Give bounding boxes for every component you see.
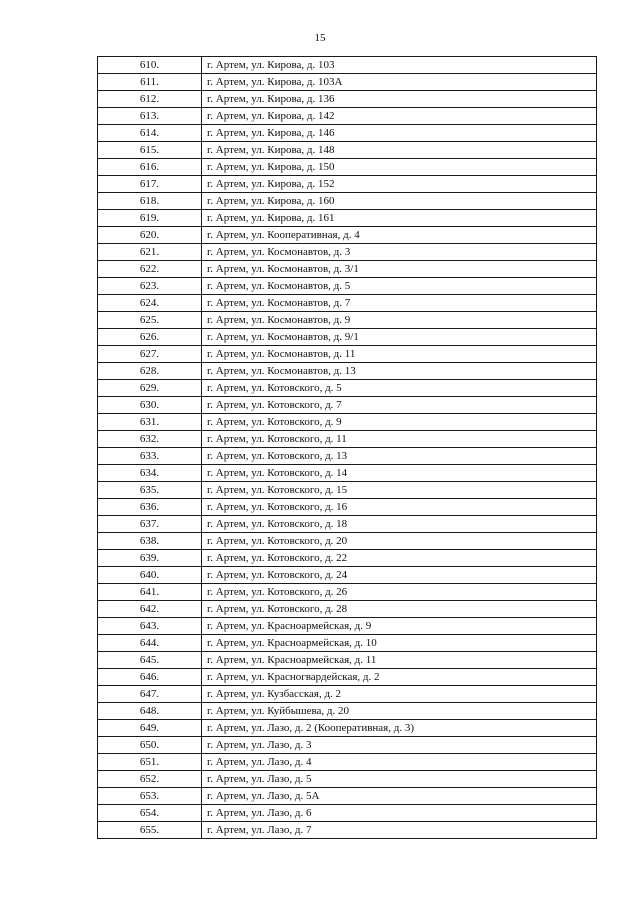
address-cell: г. Артем, ул. Космонавтов, д. 3 [202, 244, 597, 261]
row-number-cell: 639. [98, 550, 202, 567]
address-cell: г. Артем, ул. Лазо, д. 4 [202, 754, 597, 771]
row-number-cell: 646. [98, 669, 202, 686]
address-cell: г. Артем, ул. Красногвардейская, д. 2 [202, 669, 597, 686]
row-number-cell: 611. [98, 74, 202, 91]
address-cell: г. Артем, ул. Кирова, д. 152 [202, 176, 597, 193]
row-number-cell: 642. [98, 601, 202, 618]
address-cell: г. Артем, ул. Котовского, д. 5 [202, 380, 597, 397]
address-table-body [98, 57, 597, 839]
row-number-cell: 621. [98, 244, 202, 261]
row-number-cell: 649. [98, 720, 202, 737]
address-cell: г. Артем, ул. Кирова, д. 103 [202, 57, 597, 74]
address-cell: г. Артем, ул. Лазо, д. 6 [202, 805, 597, 822]
row-number-cell: 612. [98, 91, 202, 108]
table-row [98, 414, 597, 431]
table-row [98, 686, 597, 703]
row-number-cell: 644. [98, 635, 202, 652]
address-cell: г. Артем, ул. Космонавтов, д. 5 [202, 278, 597, 295]
row-number-cell: 640. [98, 567, 202, 584]
table-row [98, 788, 597, 805]
row-number-cell: 654. [98, 805, 202, 822]
table-row [98, 329, 597, 346]
row-number-cell: 635. [98, 482, 202, 499]
table-row [98, 193, 597, 210]
row-number-cell: 645. [98, 652, 202, 669]
table-row [98, 567, 597, 584]
address-cell: г. Артем, ул. Котовского, д. 24 [202, 567, 597, 584]
row-number-cell: 648. [98, 703, 202, 720]
table-row [98, 108, 597, 125]
table-row [98, 142, 597, 159]
table-row [98, 499, 597, 516]
table-row [98, 550, 597, 567]
address-cell: г. Артем, ул. Лазо, д. 5 [202, 771, 597, 788]
table-row [98, 754, 597, 771]
address-cell: г. Артем, ул. Лазо, д. 2 (Кооперативная, д. 3) [202, 720, 597, 737]
row-number-cell: 650. [98, 737, 202, 754]
table-row [98, 584, 597, 601]
table-row [98, 822, 597, 839]
row-number-cell: 651. [98, 754, 202, 771]
address-cell: г. Артем, ул. Котовского, д. 15 [202, 482, 597, 499]
table-row [98, 431, 597, 448]
address-cell: г. Артем, ул. Кирова, д. 142 [202, 108, 597, 125]
row-number-cell: 631. [98, 414, 202, 431]
address-cell: г. Артем, ул. Котовского, д. 7 [202, 397, 597, 414]
address-cell: г. Артем, ул. Кирова, д. 161 [202, 210, 597, 227]
address-cell: г. Артем, ул. Лазо, д. 5А [202, 788, 597, 805]
table-row [98, 125, 597, 142]
table-row [98, 261, 597, 278]
row-number-cell: 613. [98, 108, 202, 125]
address-cell: г. Артем, ул. Кирова, д. 146 [202, 125, 597, 142]
address-cell: г. Артем, ул. Космонавтов, д. 9 [202, 312, 597, 329]
row-number-cell: 623. [98, 278, 202, 295]
row-number-cell: 629. [98, 380, 202, 397]
row-number-cell: 647. [98, 686, 202, 703]
table-row [98, 516, 597, 533]
table-row [98, 57, 597, 74]
address-cell: г. Артем, ул. Котовского, д. 28 [202, 601, 597, 618]
table-row [98, 74, 597, 91]
row-number-cell: 619. [98, 210, 202, 227]
table-row [98, 635, 597, 652]
address-cell: г. Артем, ул. Кузбасская, д. 2 [202, 686, 597, 703]
row-number-cell: 616. [98, 159, 202, 176]
table-row [98, 397, 597, 414]
row-number-cell: 633. [98, 448, 202, 465]
table-row [98, 244, 597, 261]
row-number-cell: 615. [98, 142, 202, 159]
table-row [98, 159, 597, 176]
address-cell: г. Артем, ул. Котовского, д. 20 [202, 533, 597, 550]
address-cell: г. Артем, ул. Кирова, д. 160 [202, 193, 597, 210]
address-cell: г. Артем, ул. Красноармейская, д. 11 [202, 652, 597, 669]
row-number-cell: 637. [98, 516, 202, 533]
address-cell: г. Артем, ул. Кирова, д. 103А [202, 74, 597, 91]
row-number-cell: 627. [98, 346, 202, 363]
row-number-cell: 641. [98, 584, 202, 601]
table-row [98, 278, 597, 295]
row-number-cell: 625. [98, 312, 202, 329]
table-row [98, 363, 597, 380]
address-cell: г. Артем, ул. Космонавтов, д. 9/1 [202, 329, 597, 346]
table-row [98, 482, 597, 499]
address-cell: г. Артем, ул. Космонавтов, д. 7 [202, 295, 597, 312]
row-number-cell: 643. [98, 618, 202, 635]
address-cell: г. Артем, ул. Котовского, д. 22 [202, 550, 597, 567]
table-row [98, 227, 597, 244]
table-row [98, 805, 597, 822]
table-row [98, 91, 597, 108]
row-number-cell: 655. [98, 822, 202, 839]
table-row [98, 601, 597, 618]
address-cell: г. Артем, ул. Кооперативная, д. 4 [202, 227, 597, 244]
table-row [98, 771, 597, 788]
row-number-cell: 652. [98, 771, 202, 788]
address-cell: г. Артем, ул. Котовского, д. 13 [202, 448, 597, 465]
row-number-cell: 630. [98, 397, 202, 414]
address-cell: г. Артем, ул. Куйбышева, д. 20 [202, 703, 597, 720]
address-cell: г. Артем, ул. Космонавтов, д. 13 [202, 363, 597, 380]
row-number-cell: 618. [98, 193, 202, 210]
row-number-cell: 614. [98, 125, 202, 142]
address-cell: г. Артем, ул. Лазо, д. 3 [202, 737, 597, 754]
table-row [98, 312, 597, 329]
row-number-cell: 653. [98, 788, 202, 805]
address-cell: г. Артем, ул. Лазо, д. 7 [202, 822, 597, 839]
table-row [98, 652, 597, 669]
table-row [98, 346, 597, 363]
table-row [98, 669, 597, 686]
table-row [98, 618, 597, 635]
address-cell: г. Артем, ул. Котовского, д. 9 [202, 414, 597, 431]
row-number-cell: 638. [98, 533, 202, 550]
address-cell: г. Артем, ул. Котовского, д. 26 [202, 584, 597, 601]
table-row [98, 210, 597, 227]
address-cell: г. Артем, ул. Кирова, д. 150 [202, 159, 597, 176]
address-cell: г. Артем, ул. Котовского, д. 18 [202, 516, 597, 533]
address-cell: г. Артем, ул. Котовского, д. 16 [202, 499, 597, 516]
row-number-cell: 622. [98, 261, 202, 278]
row-number-cell: 620. [98, 227, 202, 244]
address-table [97, 56, 597, 839]
address-cell: г. Артем, ул. Космонавтов, д. 3/1 [202, 261, 597, 278]
page-number: 15 [314, 32, 326, 44]
row-number-cell: 634. [98, 465, 202, 482]
table-row [98, 533, 597, 550]
table-row [98, 737, 597, 754]
table-row [98, 703, 597, 720]
row-number-cell: 636. [98, 499, 202, 516]
address-cell: г. Артем, ул. Кирова, д. 136 [202, 91, 597, 108]
address-cell: г. Артем, ул. Красноармейская, д. 9 [202, 618, 597, 635]
address-cell: г. Артем, ул. Космонавтов, д. 11 [202, 346, 597, 363]
row-number-cell: 628. [98, 363, 202, 380]
row-number-cell: 610. [98, 57, 202, 74]
row-number-cell: 617. [98, 176, 202, 193]
address-cell: г. Артем, ул. Кирова, д. 148 [202, 142, 597, 159]
table-row [98, 380, 597, 397]
table-row [98, 295, 597, 312]
row-number-cell: 632. [98, 431, 202, 448]
table-row [98, 720, 597, 737]
row-number-cell: 624. [98, 295, 202, 312]
address-cell: г. Артем, ул. Котовского, д. 11 [202, 431, 597, 448]
table-row [98, 448, 597, 465]
row-number-cell: 626. [98, 329, 202, 346]
table-row [98, 465, 597, 482]
table-row [98, 176, 597, 193]
address-cell: г. Артем, ул. Красноармейская, д. 10 [202, 635, 597, 652]
address-cell: г. Артем, ул. Котовского, д. 14 [202, 465, 597, 482]
